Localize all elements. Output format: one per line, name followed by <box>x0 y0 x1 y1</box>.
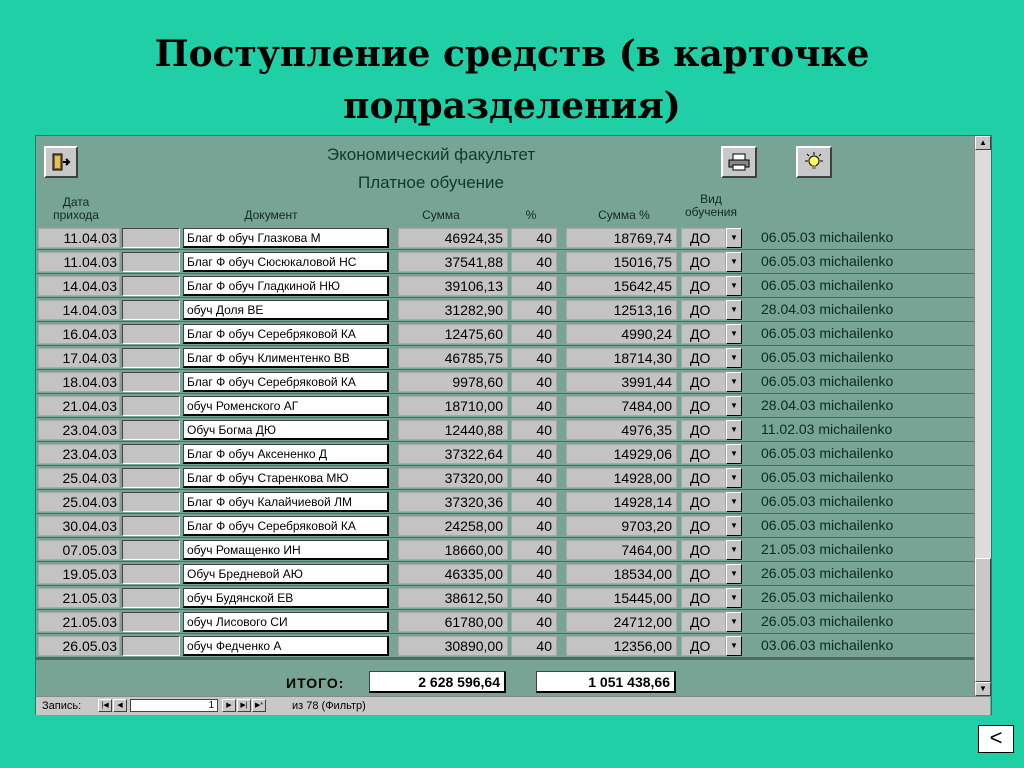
row-blank-field[interactable] <box>122 444 180 464</box>
total-sum-percent-field: 1 051 438,66 <box>536 671 676 693</box>
record-label: Запись: <box>42 700 82 712</box>
row-sum[interactable]: 46335,00 <box>398 564 508 584</box>
row-note: 26.05.03 michailenko <box>761 565 894 581</box>
record-number-input[interactable]: 1 <box>130 699 218 712</box>
row-percent[interactable]: 40 <box>511 300 557 320</box>
chevron-down-icon[interactable]: ▼ <box>726 444 742 464</box>
row-study-type[interactable]: ДО <box>681 468 726 488</box>
row-sum-percent[interactable]: 15642,45 <box>566 276 677 296</box>
chevron-down-icon[interactable]: ▼ <box>726 468 742 488</box>
row-document[interactable]: Благ Ф обуч Серебряковой КА <box>183 324 389 344</box>
row-note: 06.05.03 michailenko <box>761 349 894 365</box>
row-sum[interactable]: 38612,50 <box>398 588 508 608</box>
row-blank-field[interactable] <box>122 372 180 392</box>
row-study-type[interactable]: ДО <box>681 348 726 368</box>
row-study-type[interactable]: ДО <box>681 612 726 632</box>
row-sum-percent[interactable]: 12513,16 <box>566 300 677 320</box>
table-row[interactable] <box>36 610 974 634</box>
table-row[interactable] <box>36 418 974 442</box>
slide-title-line2: подразделения) <box>343 85 681 127</box>
row-sum-percent[interactable]: 4990,24 <box>566 324 677 344</box>
row-blank-field[interactable] <box>122 468 180 488</box>
chevron-down-icon[interactable]: ▼ <box>726 612 742 632</box>
row-sum-percent[interactable]: 14928,00 <box>566 468 677 488</box>
row-document[interactable]: Обуч Богма ДЮ <box>183 420 389 440</box>
row-note: 28.04.03 michailenko <box>761 397 894 413</box>
row-document[interactable]: обуч Лисового СИ <box>183 612 389 632</box>
row-note: 06.05.03 michailenko <box>761 277 894 293</box>
row-blank-field[interactable] <box>122 396 180 416</box>
row-blank-field[interactable] <box>122 564 180 584</box>
row-blank-field[interactable] <box>122 228 180 248</box>
row-note: 06.05.03 michailenko <box>761 325 894 341</box>
row-study-type[interactable]: ДО <box>681 324 726 344</box>
table-row[interactable] <box>36 466 974 490</box>
slide-title <box>0 28 1024 132</box>
table-row[interactable] <box>36 634 974 658</box>
row-sum-percent[interactable]: 18534,00 <box>566 564 677 584</box>
row-note: 06.05.03 michailenko <box>761 469 894 485</box>
last-record-button[interactable]: ▶| <box>237 699 251 712</box>
chevron-down-icon[interactable]: ▼ <box>726 396 742 416</box>
row-sum[interactable]: 61780,00 <box>398 612 508 632</box>
row-sum-percent[interactable]: 18714,30 <box>566 348 677 368</box>
row-document[interactable]: Обуч Бредневой АЮ <box>183 564 389 584</box>
row-study-type[interactable]: ДО <box>681 276 726 296</box>
lightbulb-icon[interactable] <box>796 146 832 178</box>
row-date[interactable]: 18.04.03 <box>38 372 120 392</box>
record-count-text: из 78 (Фильтр) <box>292 700 366 712</box>
scroll-down-button[interactable]: ▼ <box>975 682 991 696</box>
row-document[interactable]: обуч Доля ВЕ <box>183 300 389 320</box>
chevron-down-icon[interactable]: ▼ <box>726 492 742 512</box>
row-note: 26.05.03 michailenko <box>761 589 894 605</box>
chevron-down-icon[interactable]: ▼ <box>726 372 742 392</box>
table-row[interactable] <box>36 514 974 538</box>
row-sum[interactable]: 24258,00 <box>398 516 508 536</box>
row-sum[interactable]: 39106,13 <box>398 276 508 296</box>
record-navigation-bar <box>36 696 990 715</box>
slide-title-line1: Поступление средств (в карточке <box>154 33 870 75</box>
row-percent[interactable]: 40 <box>511 540 557 560</box>
row-document[interactable]: обуч Ромащенко ИН <box>183 540 389 560</box>
row-sum[interactable]: 30890,00 <box>398 636 508 656</box>
table-row[interactable] <box>36 322 974 346</box>
row-percent[interactable]: 40 <box>511 564 557 584</box>
table-row[interactable] <box>36 298 974 322</box>
row-study-type[interactable]: ДО <box>681 252 726 272</box>
row-study-type[interactable]: ДО <box>681 396 726 416</box>
form-title-faculty: Экономический факультет <box>326 145 536 164</box>
row-date[interactable]: 21.04.03 <box>38 396 120 416</box>
row-document[interactable]: Благ Ф обуч Калайчиевой ЛМ <box>183 492 389 512</box>
row-date[interactable]: 21.05.03 <box>38 612 120 632</box>
row-note: 06.05.03 michailenko <box>761 493 894 509</box>
row-blank-field[interactable] <box>122 540 180 560</box>
table-row[interactable] <box>36 586 974 610</box>
form-title-paid-study: Платное обучение <box>358 173 504 192</box>
row-study-type[interactable]: ДО <box>681 228 726 248</box>
row-sum-percent[interactable]: 24712,00 <box>566 612 677 632</box>
row-note: 06.05.03 michailenko <box>761 229 894 245</box>
row-note: 11.02.03 michailenko <box>761 421 893 437</box>
row-sum-percent[interactable]: 14929,06 <box>566 444 677 464</box>
row-percent[interactable]: 40 <box>511 228 557 248</box>
scroll-thumb[interactable] <box>975 558 991 682</box>
chevron-down-icon[interactable]: ▼ <box>726 228 742 248</box>
chevron-down-icon[interactable]: ▼ <box>726 252 742 272</box>
row-date[interactable]: 14.04.03 <box>38 300 120 320</box>
chevron-down-icon[interactable]: ▼ <box>726 276 742 296</box>
row-blank-field[interactable] <box>122 276 180 296</box>
row-study-type[interactable]: ДО <box>681 372 726 392</box>
row-note: 06.05.03 michailenko <box>761 445 894 461</box>
row-percent[interactable]: 40 <box>511 468 557 488</box>
prev-record-button[interactable]: ◀ <box>113 699 127 712</box>
total-sum-field: 2 628 596,64 <box>369 671 506 693</box>
row-sum-percent[interactable]: 15445,00 <box>566 588 677 608</box>
table-row[interactable] <box>36 394 974 418</box>
row-sum[interactable]: 12440,88 <box>398 420 508 440</box>
row-sum-percent[interactable]: 3991,44 <box>566 372 677 392</box>
row-blank-field[interactable] <box>122 300 180 320</box>
row-date[interactable]: 11.04.03 <box>38 228 120 248</box>
row-date[interactable]: 17.04.03 <box>38 348 120 368</box>
row-note: 06.05.03 michailenko <box>761 253 894 269</box>
row-study-type[interactable]: ДО <box>681 588 726 608</box>
row-document[interactable]: Благ Ф обуч Сюсюкаловой НС <box>183 252 389 272</box>
row-note: 03.06.03 michailenko <box>761 637 894 653</box>
slide-back-button[interactable]: < <box>978 725 1014 753</box>
chevron-down-icon[interactable]: ▼ <box>726 540 742 560</box>
row-percent[interactable]: 40 <box>511 612 557 632</box>
row-note: 26.05.03 michailenko <box>761 613 894 629</box>
chevron-down-icon[interactable]: ▼ <box>726 564 742 584</box>
row-blank-field[interactable] <box>122 252 180 272</box>
scroll-up-button[interactable]: ▲ <box>975 136 991 150</box>
row-percent[interactable]: 40 <box>511 492 557 512</box>
row-sum-percent[interactable]: 7464,00 <box>566 540 677 560</box>
row-date[interactable]: 26.05.03 <box>38 636 120 656</box>
row-sum-percent[interactable]: 18769,74 <box>566 228 677 248</box>
row-date[interactable]: 16.04.03 <box>38 324 120 344</box>
total-label: ИТОГО: <box>286 675 345 691</box>
row-percent[interactable]: 40 <box>511 372 557 392</box>
row-percent[interactable]: 40 <box>511 276 557 296</box>
row-sum[interactable]: 12475,60 <box>398 324 508 344</box>
table-row[interactable] <box>36 346 974 370</box>
form-footer-divider <box>36 658 974 660</box>
row-blank-field[interactable] <box>122 612 180 632</box>
new-record-button[interactable]: ▶* <box>252 699 266 712</box>
col-header-percent: % <box>525 208 537 222</box>
row-document[interactable]: Благ Ф обуч Гладкиной НЮ <box>183 276 389 296</box>
row-sum[interactable]: 18710,00 <box>398 396 508 416</box>
row-sum[interactable]: 37320,36 <box>398 492 508 512</box>
table-row[interactable] <box>36 274 974 298</box>
row-blank-field[interactable] <box>122 516 180 536</box>
row-sum[interactable]: 31282,90 <box>398 300 508 320</box>
chevron-down-icon[interactable]: ▼ <box>726 324 742 344</box>
row-document[interactable]: Благ Ф обуч Старенкова МЮ <box>183 468 389 488</box>
row-sum[interactable]: 37322,64 <box>398 444 508 464</box>
table-row[interactable] <box>36 250 974 274</box>
row-blank-field[interactable] <box>122 420 180 440</box>
col-header-study-type: Вид обучения <box>684 192 738 219</box>
table-row[interactable] <box>36 442 974 466</box>
row-blank-field[interactable] <box>122 324 180 344</box>
row-study-type[interactable]: ДО <box>681 540 726 560</box>
row-date[interactable]: 25.04.03 <box>38 492 120 512</box>
row-document[interactable]: обуч Федченко А <box>183 636 389 656</box>
row-date[interactable]: 14.04.03 <box>38 276 120 296</box>
row-date[interactable]: 07.05.03 <box>38 540 120 560</box>
form-header <box>36 136 974 226</box>
col-header-date: Дата прихода <box>53 195 99 222</box>
row-note: 06.05.03 michailenko <box>761 517 894 533</box>
row-blank-field[interactable] <box>122 492 180 512</box>
row-document[interactable]: Благ Ф обуч Серебряковой КА <box>183 516 389 536</box>
row-document[interactable]: Благ Ф обуч Глазкова М <box>183 228 389 248</box>
row-study-type[interactable]: ДО <box>681 300 726 320</box>
chevron-down-icon[interactable]: ▼ <box>726 420 742 440</box>
next-record-button[interactable]: ▶ <box>222 699 236 712</box>
row-document[interactable]: обуч Будянской ЕВ <box>183 588 389 608</box>
row-sum-percent[interactable]: 9703,20 <box>566 516 677 536</box>
exit-door-icon[interactable] <box>44 146 78 178</box>
row-percent[interactable]: 40 <box>511 252 557 272</box>
row-note: 21.05.03 michailenko <box>761 541 894 557</box>
row-study-type[interactable]: ДО <box>681 420 726 440</box>
table-row[interactable] <box>36 538 974 562</box>
col-header-sum-percent: Сумма % <box>598 208 650 222</box>
row-sum[interactable]: 18660,00 <box>398 540 508 560</box>
vertical-scrollbar[interactable] <box>974 136 991 696</box>
row-study-type[interactable]: ДО <box>681 516 726 536</box>
row-sum[interactable]: 37320,00 <box>398 468 508 488</box>
row-percent[interactable]: 40 <box>511 516 557 536</box>
row-sum-percent[interactable]: 12356,00 <box>566 636 677 656</box>
row-sum[interactable]: 46924,35 <box>398 228 508 248</box>
col-header-document: Документ <box>244 208 298 222</box>
row-date[interactable]: 19.05.03 <box>38 564 120 584</box>
row-blank-field[interactable] <box>122 348 180 368</box>
row-date[interactable]: 30.04.03 <box>38 516 120 536</box>
row-sum[interactable]: 37541,88 <box>398 252 508 272</box>
row-date[interactable]: 23.04.03 <box>38 420 120 440</box>
chevron-down-icon[interactable]: ▼ <box>726 636 742 656</box>
row-percent[interactable]: 40 <box>511 444 557 464</box>
row-percent[interactable]: 40 <box>511 348 557 368</box>
row-blank-field[interactable] <box>122 636 180 656</box>
row-percent[interactable]: 40 <box>511 324 557 344</box>
table-row[interactable] <box>36 490 974 514</box>
row-date[interactable]: 21.05.03 <box>38 588 120 608</box>
row-study-type[interactable]: ДО <box>681 636 726 656</box>
access-form-window <box>35 135 992 715</box>
printer-icon[interactable] <box>721 146 757 178</box>
row-document[interactable]: Благ Ф обуч Аксененко Д <box>183 444 389 464</box>
row-sum-percent[interactable]: 15016,75 <box>566 252 677 272</box>
row-percent[interactable]: 40 <box>511 636 557 656</box>
row-date[interactable]: 11.04.03 <box>38 252 120 272</box>
table-row[interactable] <box>36 226 974 250</box>
table-row[interactable] <box>36 370 974 394</box>
chevron-down-icon[interactable]: ▼ <box>726 588 742 608</box>
chevron-down-icon[interactable]: ▼ <box>726 300 742 320</box>
table-row[interactable] <box>36 562 974 586</box>
row-sum-percent[interactable]: 7484,00 <box>566 396 677 416</box>
row-date[interactable]: 25.04.03 <box>38 468 120 488</box>
row-sum[interactable]: 9978,60 <box>398 372 508 392</box>
row-study-type[interactable]: ДО <box>681 564 726 584</box>
row-sum[interactable]: 46785,75 <box>398 348 508 368</box>
row-note: 28.04.03 michailenko <box>761 301 894 317</box>
chevron-down-icon[interactable]: ▼ <box>726 348 742 368</box>
first-record-button[interactable]: |◀ <box>98 699 112 712</box>
row-percent[interactable]: 40 <box>511 396 557 416</box>
row-sum-percent[interactable]: 14928,14 <box>566 492 677 512</box>
row-percent[interactable]: 40 <box>511 588 557 608</box>
row-study-type[interactable]: ДО <box>681 444 726 464</box>
row-note: 06.05.03 michailenko <box>761 373 894 389</box>
col-header-sum: Сумма <box>422 208 460 222</box>
row-blank-field[interactable] <box>122 588 180 608</box>
row-sum-percent[interactable]: 4976,35 <box>566 420 677 440</box>
row-percent[interactable]: 40 <box>511 420 557 440</box>
row-document[interactable]: Благ Ф обуч Климентенко ВВ <box>183 348 389 368</box>
row-document[interactable]: Благ Ф обуч Серебряковой КА <box>183 372 389 392</box>
row-study-type[interactable]: ДО <box>681 492 726 512</box>
row-date[interactable]: 23.04.03 <box>38 444 120 464</box>
row-document[interactable]: обуч Роменского АГ <box>183 396 389 416</box>
chevron-down-icon[interactable]: ▼ <box>726 516 742 536</box>
